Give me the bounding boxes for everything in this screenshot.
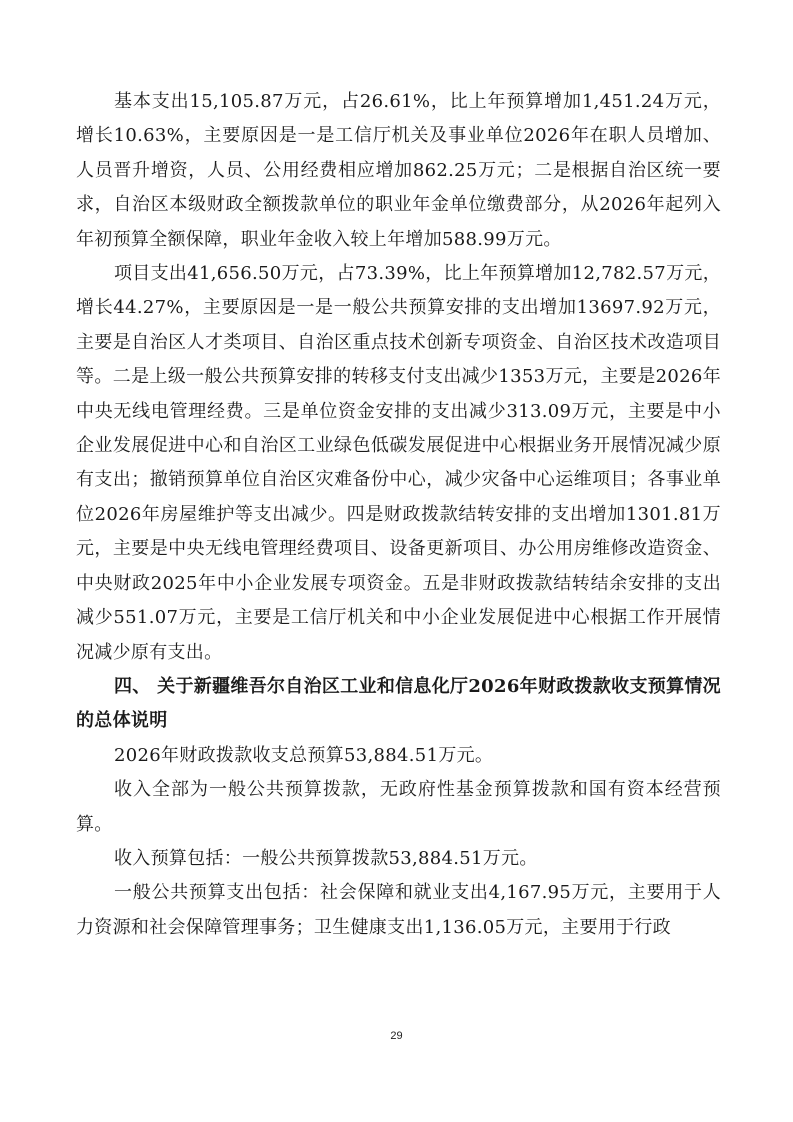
paragraph-total-budget: 2026年财政拨款收支总预算53,884.51万元。 bbox=[114, 744, 494, 766]
section-heading: 四、 关于新疆维吾尔自治区工业和信息化厅2026年财政拨款收支预算情况的总体说明 bbox=[76, 675, 721, 732]
paragraph-income-budget: 收入预算包括：一般公共预算拨款53,884.51万元。 bbox=[114, 847, 538, 869]
document-page bbox=[76, 85, 721, 945]
paragraph-general-expenditure: 一般公共预算支出包括：社会保障和就业支出4,167.95万元，主要用于人力资源和社会保障管理事务；卫生健康支出1,136.05万元，主要用于行政 bbox=[76, 882, 721, 938]
page-number: 29 bbox=[390, 1030, 403, 1042]
paragraph-basic-expenditure: 基本支出15,105.87万元，占26.61%，比上年预算增加1,451.24万元，增长10.63%，主要原因是一是工信厅机关及事业单位2026年在职人员增加、人员晋升增资，人员、公用经费相应增加862.25万元；二是根据自治区统一要求，自治区本级财政全额拨款单位的职业年金单位缴费部分，从2026年起列入年初预算全额保障，职业年金收入较上年增加588.99万元。 bbox=[76, 91, 721, 250]
paragraph-project-expenditure: 项目支出41,656.50万元，占73.39%，比上年预算增加12,782.57万元，增长44.27%，主要原因是一是一般公共预算安排的支出增加13697.92万元，主要是自治区人才类项目、自治区重点技术创新专项资金、自治区技术改造项目等。二是上级一般公共预算安排的转移支付支出减少1353万元，主要是2026年中央无线电管理经费。三是单位资金安排的支出减少313.09万元，主要是中小企业发展促进中心和自治区工业绿色低碳发展促进中心根据业务开展情况减少原有支出；撤销预算单位自治区灾难备份中心，减少灾备中心运维项目；各事业单位2026年房屋维护等支出减少。四是财政拨款结转安排的支出增加1301.81万元，主要是中央无线电管理经费项目、设备更新项目、办公用房维修改造资金、中央财政2025年中小企业发展专项资金。五是非财政拨款结转结余安排的支出减少551.07万元，主要是工信厅机关和中小企业发展促进中心根据工作开展情况减少原有支出。 bbox=[76, 263, 721, 663]
paragraph-income-source: 收入全部为一般公共预算拨款，无政府性基金预算拨款和国有资本经营预算。 bbox=[76, 779, 721, 835]
